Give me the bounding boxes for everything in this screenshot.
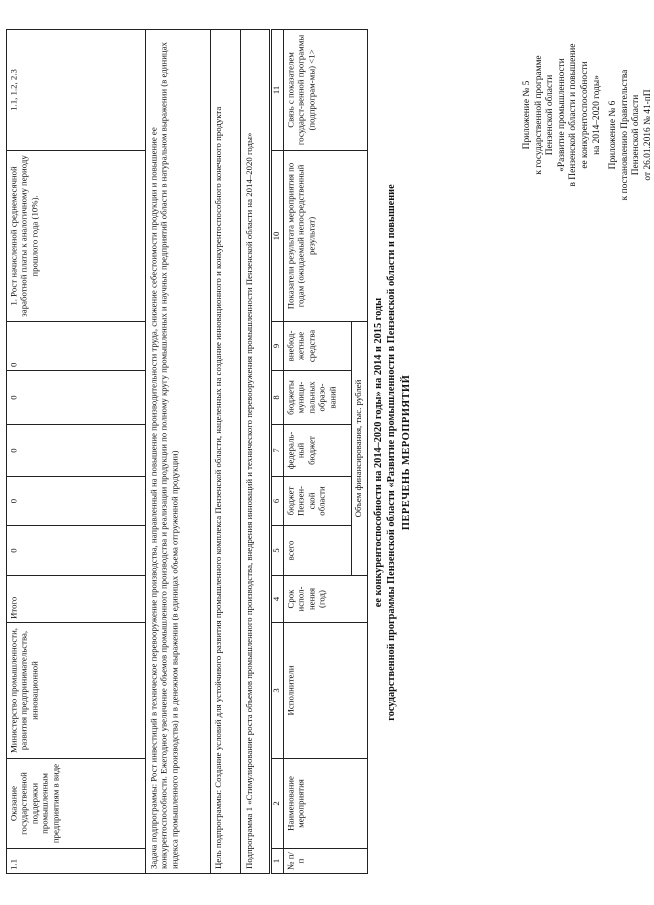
header-total: всего <box>284 526 351 576</box>
row-regional: 0 <box>7 477 146 526</box>
row-executor: Министерство промышленности, развития предпринимательства, инновационной <box>7 623 146 759</box>
row-federal: 0 <box>7 425 146 477</box>
column-number: 5 <box>270 526 284 576</box>
row-municipal: 0 <box>7 371 146 425</box>
header-federal: федераль-ный бюджет <box>284 425 351 477</box>
column-number: 7 <box>270 425 284 477</box>
row-num: 1.1 <box>7 849 146 874</box>
appendix-6-line: Пензенской области <box>631 94 642 176</box>
task-row: Задача подпрограммы: Рост инвестиций в техническое перевооружение производства, направленный на повышение производительности труда, снижение себестоимости продукции и повышение ее конкурентоспособности. Ежегодное увеличение объемов промышленного производства и реализации продукции по полному кругу промышленных и научных предприятий области в натуральном выражении (в единицах индекса промышленного производства) и в денежном выражении (в единицах объема отгруженной продукции) <box>146 29 210 873</box>
header-executors: Исполнители <box>284 623 368 759</box>
column-number: 6 <box>270 477 284 526</box>
appendix-5-line: Приложение № 5 <box>522 80 532 150</box>
appendix-6-line: Приложение № 6 <box>608 100 618 170</box>
document-title: ПЕРЕЧЕНЬ МЕРОПРИЯТИЙ <box>401 374 412 531</box>
column-number: 2 <box>270 759 284 849</box>
subprogram-row: Подпрограмма 1 «Стимулирование роста объемов промышленного производства, внедрения инноваций и технического перевооружения промышленности Пензенской области на 2014–2020 годы» <box>240 29 270 873</box>
column-number: 3 <box>270 623 284 759</box>
row-total: 0 <box>7 526 146 576</box>
row-term: Итого <box>7 576 146 623</box>
document-subtitle-line: ее конкурентоспособности на 2014–2020 годы» на 2014 и 2015 годы <box>373 297 384 608</box>
row-link: 1.1, 1.2, 2.3 <box>7 29 146 150</box>
header-funding: Объем финансирования, тыс. рублей <box>351 321 367 575</box>
appendix-5-line: на 2014–2020 годы» <box>591 75 602 155</box>
appendix-6-line: от 26.01.2016 № 41-пП <box>642 89 653 181</box>
header-regional: бюджет Пензен-ской области <box>284 477 351 526</box>
header-municipal: бюджеты муници-пальных образо-ваний <box>284 371 351 425</box>
column-number: 11 <box>270 29 284 150</box>
appendix-5-line: ее конкурентоспособности <box>579 61 590 169</box>
column-number: 8 <box>270 371 284 425</box>
measures-table <box>6 29 368 874</box>
document-subtitle-line: государственной программы Пензенской области «Развитие промышленности в Пензенской области и повышение <box>386 184 397 721</box>
appendix-6-block <box>608 45 654 225</box>
row-indicator: 1. Рост начисленной среднемесячной заработной платы к аналогичному периоду прошлого года (10%). <box>7 150 146 321</box>
row-name: Оказание государственной поддержки промышленным предприятиям в виде <box>7 759 146 849</box>
goal-row: Цель подпрограммы: Создание условий для устойчивого развития промышленного комплекса Пензенской области, нацеленных на создание инновационного и конкурентоспособного конечного продукта <box>210 29 240 873</box>
appendix-5-line: к государственной программе <box>533 55 544 175</box>
column-number: 9 <box>270 321 284 370</box>
appendix-5-block <box>522 5 603 225</box>
appendix-5-line: Пензенской области <box>545 74 556 156</box>
header-name: Наименование мероприятия <box>284 759 368 849</box>
header-link: Связь с показателем государст-венной программы (подпрограм-мы) <1> <box>284 29 368 150</box>
header-term: Срок испол-нения (год) <box>284 576 368 623</box>
appendix-5-line: в Пензенской области и повышение <box>568 43 579 187</box>
appendix-5-line: «Развитие промышленности <box>556 58 567 172</box>
column-number: 10 <box>270 150 284 321</box>
appendix-6-line: к постановлению Правительства <box>619 69 630 201</box>
header-extra: внебюд-жетные средства <box>284 321 351 370</box>
header-num: № п/п <box>284 849 368 874</box>
column-number: 4 <box>270 576 284 623</box>
row-extra: 0 <box>7 321 146 370</box>
header-indicators: Показатели результата мероприятия по годам (ожидаемый непосредственный результат) <box>284 150 368 321</box>
column-number: 1 <box>270 849 284 874</box>
